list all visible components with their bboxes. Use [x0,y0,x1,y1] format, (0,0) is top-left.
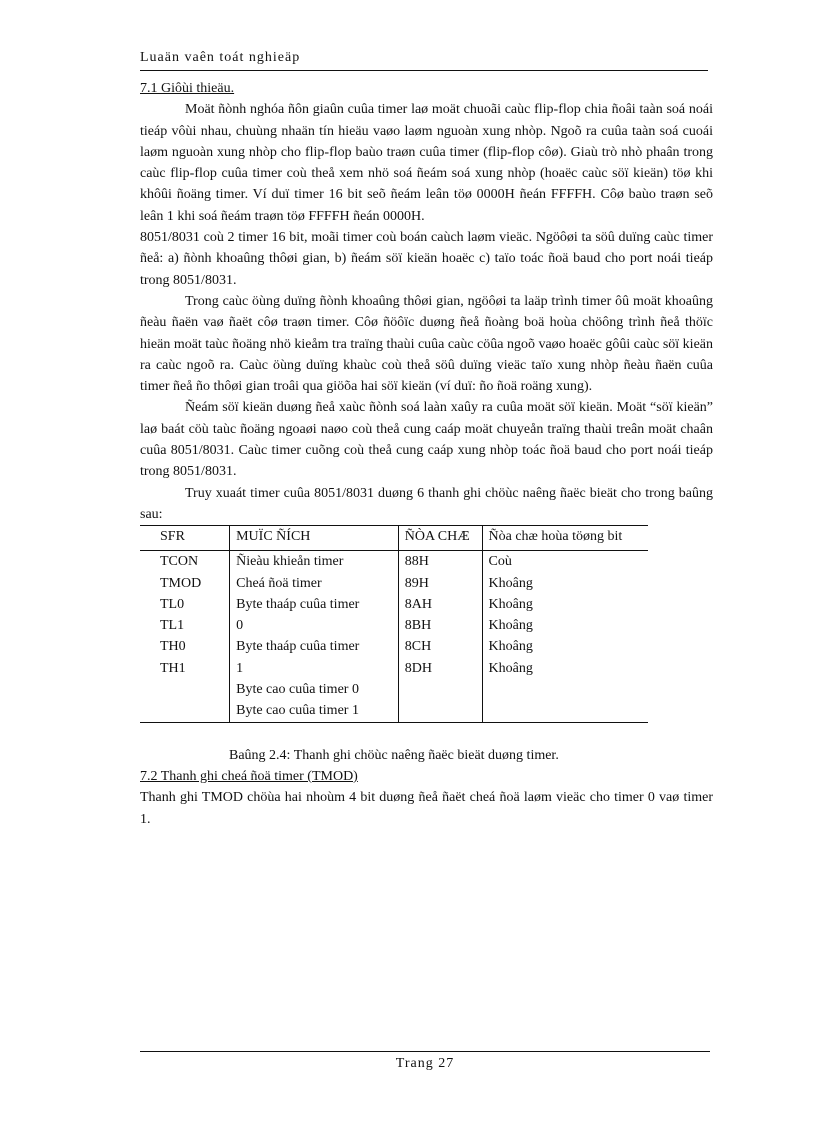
table-caption: Baûng 2.4: Thanh ghi chöùc naêng ñaëc bieät duøng timer. [229,747,559,763]
table-cell: 88H [404,554,429,570]
table-cell: Cheá ñoä timer [236,575,322,591]
table-header-row [140,526,648,551]
table-body-row [140,551,648,722]
address-column [398,551,482,722]
table-cell: Khoâng [488,660,533,676]
table-cell: 1 [236,660,244,676]
table-cell: TL0 [160,596,185,612]
table-cell: Khoâng [488,639,533,655]
table-cell: TH1 [160,660,186,676]
table-cell: Byte thaáp cuûa timer [236,596,360,612]
footer-rule [140,1051,710,1052]
table-cell: Khoâng [488,596,533,612]
section-heading: 7.1 Giôùi thieäu. [140,81,235,96]
paragraph-4: Ñeám söï kieän duøng ñeå xaùc ñònh soá laàn xaûy ra cuûa moät söï kieän. Moät “söï kieän” laø baát cöù taùc ñoäng ngoaøi naøo coù theå cung caáp moät chuyeån traïng thaùi treân moät chaân cuûa 8051/8031. Caùc timer cuõng coù theå cung caáp xung nhòp toác ñoä baud cho port noái tieáp trong 8051/8031. [140,400,713,480]
table-cell: Byte thaáp cuûa timer [236,639,360,655]
paragraph-3: Trong caùc öùng duïng ñònh khoaûng thôøi gian, ngöôøi ta laäp trình timer ôû moät khoaûng ñeàu ñaën vaø ñaët côø traøn timer. Côø ñöôïc duøng ñeå ñoàng boä hoùa chöông trình ñeå thöïc hieän moät taùc ñoäng nhö kieåm tra traïng thaùi cuûa caùc cöûa ngoõ vaøo hoaëc gôûi caùc söï kieän ra caùc ngoõ ra. Caùc öùng duïng khaùc coù theå söû duïng vieäc taïo xung nhòp ñeàu ñaën cuûa timer ñeå ño thôøi gian troâi qua giöõa hai söï kieän (ví duï: ño ñoä roäng xung). [140,293,714,395]
table-cell: 8BH [404,618,432,634]
paragraph-1: Moät ñònh nghóa ñôn giaûn cuûa timer laø moät chuoãi caùc flip-flop chia ñoâi taàn soá noái tieáp vôùi nhau, chuùng nhaän tín hieäu vaøo laøm nguoàn xung nhòp. Ngoõ ra cuûa taàn soá cuoái laøm nguoàn xung nhòp cho flip-flop baùo traøn cuûa timer (flip-flop côø). Giaù trò nhò phaân trong caùc flip-flop cuûa timer coù theå xem nhö soá ñeám soá xung nhòp (hoaëc caùc söï kieän) töø khi khôûi ñoäng timer. Ví duï timer 16 bit seõ ñeám leân töø 0000H ñeán FFFFH. Côø baùo traøn seõ leân 1 khi soá ñeám traøn töø FFFFH ñeán 0000H. [140,102,713,224]
table-cell: 0 [236,618,244,634]
table-header-cell: MUÏC ÑÍCH [230,526,399,551]
table-cell: 89H [404,575,429,591]
table-cell: TCON [160,554,199,570]
table-cell: TH0 [160,639,186,655]
table-header-cell: ÑÒA CHÆ [398,526,482,551]
table-header-cell: SFR [140,526,230,551]
purpose-column [230,551,399,722]
section2-heading: 7.2 Thanh ghi cheá ñoä timer (TMOD) [140,768,358,784]
table-cell: TMOD [160,575,202,591]
table-cell: Khoâng [488,575,533,591]
page-header: Luaän vaên toát nghieäp [140,50,301,65]
page-number: Trang 27 [395,1056,455,1071]
bit-addressable-column [482,551,648,722]
table-cell: Ñieàu khieån timer [236,554,344,570]
table-cell: 8AH [404,596,432,612]
header-rule [140,70,708,71]
table-header-cell: Ñòa chæ hoùa töøng bit [482,526,648,551]
timer-sfr-table [140,525,648,722]
section2-paragraph: Thanh ghi TMOD chöùa hai nhoùm 4 bit duøng ñeå ñaët cheá ñoä laøm vieäc cho timer 0 vaø timer 1. [140,790,713,827]
table-cell: Byte cao cuûa timer 1 [236,703,359,719]
table-cell: Coù [488,554,512,570]
page-content [140,78,713,830]
table-cell: 8CH [404,639,432,655]
table-cell: Khoâng [488,618,533,634]
sfr-column [140,551,230,722]
table-cell: TL1 [160,618,185,634]
table-cell: Byte cao cuûa timer 0 [236,682,359,698]
paragraph-5: Truy xuaát timer cuûa 8051/8031 duøng 6 thanh ghi chöùc naêng ñaëc bieät cho trong baûng sau: [140,485,713,522]
paragraph-2: 8051/8031 coù 2 timer 16 bit, moãi timer coù boán caùch laøm vieäc. Ngöôøi ta söû duïng caùc timer ñeå: a) ñònh khoaûng thôøi gian, b) ñeám söï kieän hoaëc c) taïo toác ñoä baud cho port noái tieáp trong 8051/8031. [140,230,713,288]
table-cell: 8DH [404,660,432,676]
